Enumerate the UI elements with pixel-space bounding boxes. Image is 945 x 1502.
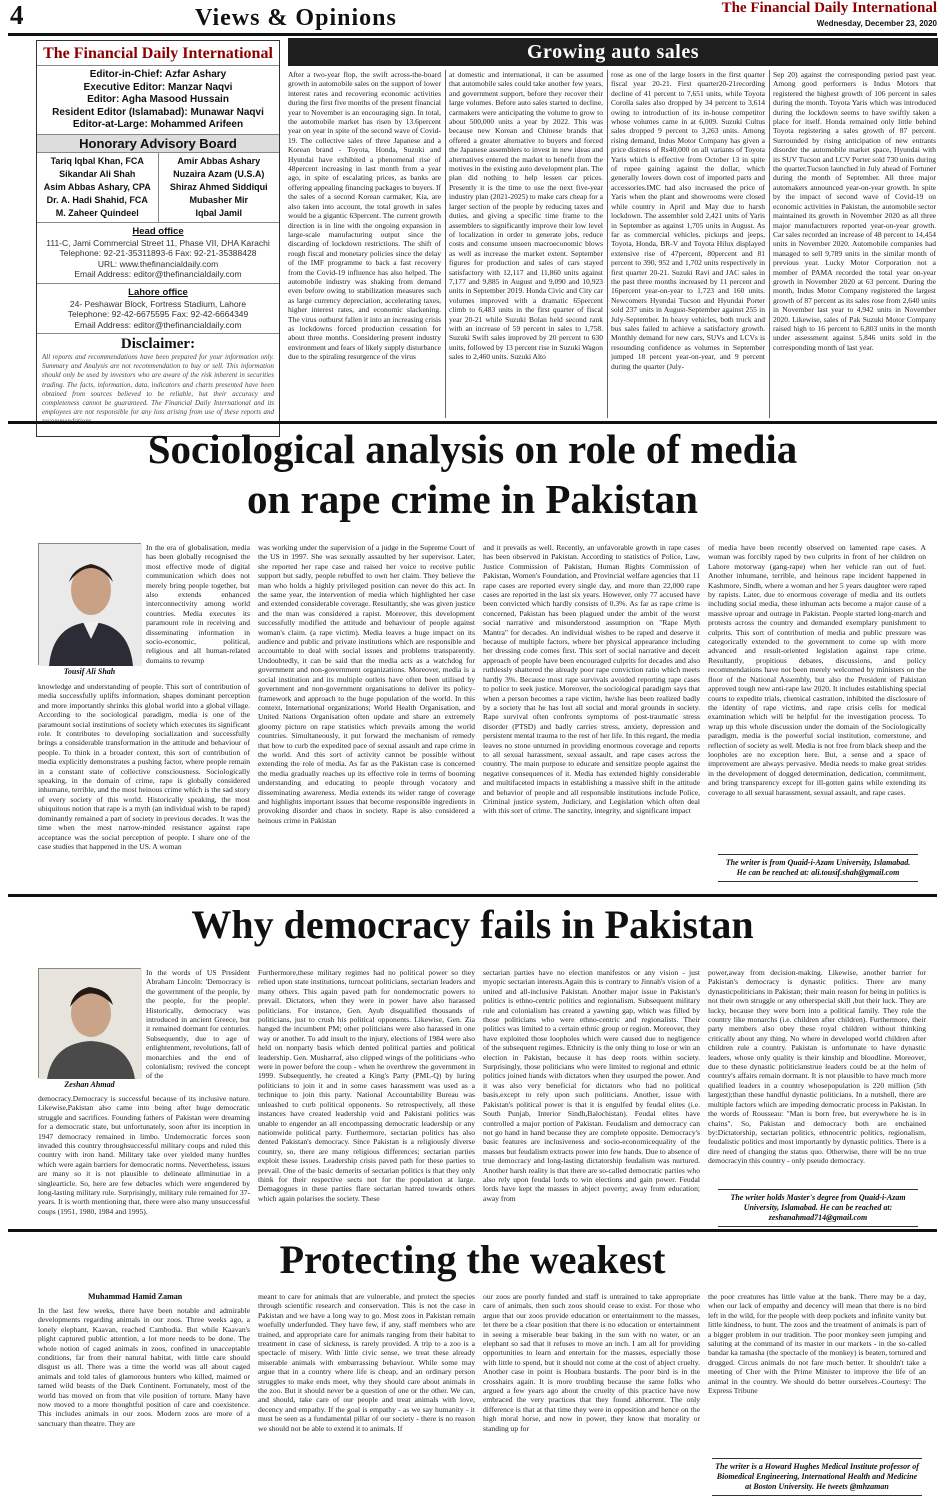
weakest-column-4: the poor creatures has little value at the bank. There may be a day, when our lack of empathy and decency will mean that there is no bird left in the wild, for the people with deep pockets and infinite vanity but little kindness, to hunt. The zoos and the treatment of animals is part of a bigger problem in our tradition. The poor monkey seen jumping and saluting at the command of its master in our markets - in the so-called bandar ka tamasha (the spectacle of the monkey) is beaten, tortured and drugged. Circus animals do not fare much better. It shouldn't take a meeting of Cher with the Prime Minister to improve the life of an animal in the country. We should do better ourselves.-Courtesy: The Express Tribune [708,1292,926,1396]
auto-sales-column-2: at domestic and international, it can be assumed that automobile sales could take another few years, and government support, before they recover their large volumes. Before auto sales started to decline, carmakers were anticipating the volume to grow to about 500,000 units a year by 2022. This was because new Korean and Chinese brands that offered a greater alternative to buyers and forced the Japanese assemblers to invest in new ideas and alternatives entered the market to benefit from the motives in the existing auto development plan. The plan did nothing to help lessen car prices. Presently it is the time to use the next five-year industry plan (2021-2025) to make cars cheap for a larger section of the people by reducing taxes and duties, and giving a specific time frame to the assemblers to significantly improve their low level of localization in order to generate jobs, reduce costs and consume unseen macroeconomic blows as well as increase the market extent. September figures for production and sales of cars stayed satisfactory with 12,117 and 11,860 units against 7,177 and 9,885 in August and 9,090 and 10,923 units in September 2019. Honda Civic and City car volumes improved with a dramatic 65percent climb to 6,483 units in the first quarter of fiscal year 20-21 while Suzuki Bolan held second rank with an increase of 59 percent in sales to 1,758. Suzuki Swift sales improved by 20 percent to 630 units, followed by 13 percent rise in Suzuki Wagon sales to 2,460 units. Suzuki Alto [449,70,603,362]
media-author-note: The writer is from Quaid-i-Azam University, Islamabad. He can be reached at: ali.tousif.shah@gmail.com [718,854,918,882]
auto-sales-column-3: rose as one of the large losers in the first quarter fiscal year 20-21. First quarter20-21recording decline of 41 percent to 7,651 units, while Toyota Corolla sales also dropped by 34 percent to 3,614 owing to introduction of its in-house competitor whose volumes came in at 6,009. Suzuki Cultus sales dropped 9 percent to 3,263 units. Among rising demand, Indus Motor Company has given a price distress of Rs40,000 on all variants of Toyota Yaris which is effective from October 13 in spite of rupee gaining against the dollar, which generally lowers down cost of imported parts and accessories.IMC had also increased the price of Yaris when the plant and showrooms were closed while country in April and May due to harsh lockdown. The assembler sold 2,421 units of Yaris in September as against 1,705 units in August. As far as commercial vehicles, pickups and jeeps, Toyota, Honda, BR-V and Toyota Hilux displayed extensive rise of 47percent, 80percent and 81 percent to 390, 952 and 1,702 units respectively in first quarter 20-21. Suzuki Ravi and JAC sales in the past three months increased by 11 percent and 16percent year-on-year to 1,723 and 160 units. Newcomers Hyundai Tucson and Hyundai Porter sold 237 units in August-September against 255 in July-September. In heavy vehicles, both truck and bus sales failed to achieve a satisfactory growth. Monthly demand for new cars, SUVs and LCVs is resounding confidence as volumes in September jumped 18 percent year-on-year, and 9 percent during the quarter (July- [611,70,765,371]
page-number: 4 [10,0,24,30]
board-member: Sikandar Ali Shah [59,168,136,179]
board-right-column [158,153,280,222]
democracy-column-3: sectarian parties have no election manifestos or any vision - just myopic sectarian interests.Again this is contrary to Jinnah's vision of a united and all-inclusive Pakistan. Another major issue in Pakistan's politics is ethno-centric politics and regionalism. Subsequent military rule and colonialism has created a yawning gap, which was filled by those politicians who were ethno-centric and regionalists. Their politics was limited to a certain ethnic group or region. Moreover, they have exploited those loopholes which were caused due to negligence of the subsequent regimes. Ethnicity is the only thing to lose or win an election in Pakistan, because it has deep roots within society. Surprisingly, those politicians who were limited to regional and ethnic politics joined hands with dictators when they usurped the power. And it was also very beneficial for dictators who had no political basis,except to rely upon such politicians. Another, issue with Pakistan's political power is that it is engulfed by feudal elites (i.e. South Punjab, Interior Sindh,Balochistan). Feudal elites have controlled a major portion of Pakistan. Feudalism and democracy can not go hand in hand because they are complete opposite. Democracy's basic features are inclusiveness and socio-economicequality of the masses but feudalism extracts power into few hands. Due to absence of true democracy and long-lasting dictatorship feudalism was nurtured. Another harsh reality is that there are so-called democratic parties who also rely upon feudal lords to win elections and gain power. Feudal lords have kept the masses in abject poverty; away from education; away from [483,968,700,1203]
lahore-office-address [37,298,279,335]
address-line: Telephone: 92-42-6675595 Fax: 92-42-6664349 [67,309,249,319]
editor-line: Executive Editor: Manzar Naqvi [83,81,233,93]
editor-line: Resident Editor (Islamabad): Munawar Naqvi [52,106,264,118]
header-rule [8,33,937,36]
head-office-title: Head office [132,225,184,237]
media-column-1-intro: In the era of globalisation, media has been globally recognised the most effective mode of digital communication which does not merely bring people together, but also extends enhanced interconnectivity among world countries. Media executes its paramount role in receiving and disseminating information in socio-economic, political, religious and all human-related domains to revamp [146,543,250,665]
board-member: Tariq Iqbal Khan, FCA [50,155,144,166]
advisory-board-grid [37,153,279,223]
weakest-column-1: In the last few weeks, there have been notable and admirable developments regarding animals in our zoos. Three weeks ago, a lonely elephant, Kaavan, reached Cambodia. But while Kaavan's plight captured public attention, a lot more needs to be done. The whole notion of caged animals in zoos, confined in unacceptable conditions, far from their natural habitat, with little care should disgust us all. There was a time the world was all about caged animals and told tales of glamorous hunters who killed, maimed or tamed wild beasts of the Dark Continent. Fortunately, most of the world has moved on from that vile position of torture. Many have now moved to a more thoughtful position of care and coexistence. This includes animals in our zoos. Modern zoos are more of a sanctuary than theatre. They are [38,1306,250,1428]
column-divider [607,70,608,418]
head-office-address [37,237,279,284]
democracy-column-4: power,away from decision-making. Likewise, another barrier for Pakistan's democracy is dynastic politics. There are many dynasticpoliticians in Pakistan; their main reason for being in politics is not their own struggle or any otherspecial skill ,but their luck. They are lucky, because they were born into a political family. They rule the country like monarchs (i.e. children after children). Furthermore, their party members also obey these royal children without thinking critically about any thing. No where in developed world children after children rule a country. Pakistan is unfortunate to have dynastic leaders, whose only quality is their kinship and bloodline. Moreover, due to these dynastic politicianstrue leaders could be at the helm of country's affairs remain dormant. It is not plausible to have much more qualified leaders in a country whosepopulation is 220 million (5th largest);than these handful dynastic politicians. In a nutshell, there are multiple factors which are impeding democratic process in Pakistan. In the words of Rousseau: "Man is born free, but everywhere he is in chains". So, Pakistan and democracy both are enchained by:Dictatorship, sectarian politics, ethnocentric politics, regionalism, feudalistic politics and most importantly by dynastic politics. There is a dire need of changing the status quo. Otherwise, there will be no true democracyin this country - only pseudo democracy. [708,968,926,1166]
board-left-column [37,153,158,222]
masthead-title: The Financial Daily International [37,41,279,66]
board-member: Nuzaira Azam (U.S.A) [173,168,265,179]
board-member: Mubasher Mir [189,194,248,205]
weakest-author-note: The writer is a Howard Hughes Medical Institute professor of Biomedical Engineering, International Health and Medicine at Boston University. He tweets @mhzaman [712,1458,922,1496]
media-title-line-2: on rape crime in Pakistan [247,476,698,522]
address-line: Email Address: editor@thefinancialdaily.com [74,319,242,330]
democracy-author-note: The writer holds Master's degree from Quaid-i-Azam University, Islamabad. He can be reached at: zeshanahmad714@gmail.com [718,1189,918,1227]
weakest-column-3: our zoos are poorly funded and staff is untrained to take appropriate care of animals, then such zoos should cease to exist. For those who argue that our zoos provide education or entertainment to the masses, let there be a clear position that there is no education or entertainment in seeing a miserable bear baking in the sun with no water, or an elephant so sad that it refuses to move an inch. I am all for providing opportunities to learn and entertain for the masses, especially those with little to spend, but it should not come at the cost of abject cruelty. Another case in point is Houbara bustards. The poor bird is in the crosshairs again. It is more troubling because the same folks who argued a few years ago about the cruelty of this practice have now embraced the very practices that they found abhorrent. The only difference is that at that time they were in opposition and hence on the high moral horse, and now in power, they know that morality or standing up for [483,1292,700,1433]
editors-list [37,66,279,134]
author-photo [38,543,141,665]
auto-sales-column-4: Sep 20) against the corresponding period past year. Among good performers is Indus Motors that registered the highest growth of 106 percent in sales during the month. Toyota Yaris which was introduced during the lockdown seems to have swiftly taken a place for itself. Honda remained only little behind Toyota registering a sales growth of 87 percent. Surrounded by rising anticipation of new entrants disorder the automobile market space, Hyundai with its SUV Tucson and LCV Porter sold 730 units during the quarter.Tucson launched in July ahead of Fortuner during the month of September. All three major automakers announced year-on-year growth. In spite by the impact of second wave of Covid-19 on economic activities in Pakistan, the automobile sector maintained its growth in November 2020 as all three major manufacturers reported year-on-year growth. Car sales recorded an increase of 48 percent to 14,454 units in November 2020. Automobile companies had managed to sell 9,789 units in the similar month of previous year. Lucky Motor Corporation not a member of PAMA recorded the total year on-year growth in November 2020 at 63 percent. During the month, Indus Motor Company registered the largest growth of 87 percent as its sales rose from 2,640 units in November last year to 4,942 units in November 2020. Likewise, sales of Pak Suzuki Motor Company raised high to 16 percent to 6,803 units in the month under assessment against 5,846 units sold in the corresponding month of last year. [773,70,936,352]
democracy-column-2: Furthermore,these military regimes had no political power so they relied upon state institutions, turncoat politicians, sectarian leaders and many others. This again paved path for nondemocratic powers to prevail. Dictators, when they were in power have also harassed politicians. For instance, Gen. Ayub disqualified thousands of politicians, just to crush his political opponents. Likewise, Gen. Zia hanged the incumbent PM; other politicians were also harassed in one way or another. To add insult to the injury, elections of 1984 were also held on nonparty basis which dented political parties and political leadership. Gen. Musharraf, also clipped wings of the politicians -who were in power before the coup - when he overthrew the government in 1999. Subsequently, he created a King's Party (PML-Q) by luring politicians to join it and in some cases harassment was used as a technique to join this party. National Accountability Bureau was unleashed to curb political opponents. So retrospectively, all these instances have created leadership void and Pakistani politics was unable to engender an all encompassing democratic leadership or any nationwide political party. Furthermore, sectarian politics has also dented Pakistan's democracy. Since Pakistan is a religiously diverse country, so, there are many religious differences; sectarian parties exploit these issues. Leadership crisis paved path for these parties to prevail. One of the basic demerits of sectarian politics is that they only think for their respective sects not for the population at large. Demagogues in these parties flare sectarian hatred towards others which again polarises the society. These [258,968,475,1203]
author-portrait-icon [39,969,142,1079]
board-member: Shiraz Ahmed Siddiqui [169,181,268,192]
section-title: Views & Opinions [195,5,397,31]
author-portrait-icon [39,544,142,666]
media-article-title [10,424,935,524]
democracy-article-title: Why democracy fails in Pakistan [191,902,754,947]
editor-line: Editor-in-Chief: Azfar Ashary [89,69,227,80]
address-line: URL: www.thefinancialdaily.com [97,258,219,269]
paper-name: The Financial Daily International [721,0,937,16]
media-column-2: was working under the supervision of a judge in the Supreme Court of the US in 1997. She was sexually assaulted by her supervisor. Later, she reported her rape case and raised her voice to receive public support but sadly, people rebuffed to own her claim. They believe the man who holds a highly privileged position can never do this act. In the same year, the intervention of media which highlighted her case and extended considerable coverage. Resultantly, she was given justice and the man was considered a rapist. Moreover, this development successfully modified the attitude and behaviour of people against woman's claim. (a rape victim). Media leaves a huge impact on its audience and public and private institutions which are responsible and accountable to deal with social issues and problems transparently. Undoubtedly, it can be said that the media acts as a watchdog for government and non-government organizations. Moreover, media is a social institution and its multiple outlets have often been utilised by government and non-government organisations to deliver its policy-framework and approach to the huge population of the world. In this context, International organizations; World Health Organisation, and United Nations Organisation often update and share an extremely gloomy picture on rape statistics which prevails among the world countries. Simultaneously, it put forward the mechanism of remedy that how to curb the expedited pace of sexual assault and rape crime in the world. And this sort of activity cannot be possible without extending the role of media. As far as the Pakistan case is concerned the media gradually reaches up its effective role in terms of booming understanding and educating to people through vocatory and disseminating awareness. Media extends its wider range of coverage and highlights important issues that become responsible ingredients in provoking disorder and chaos in society. Rape is also considered a heinous crime in Pakistan [258,543,475,825]
advisory-board-title: Honorary Advisory Board [37,134,279,153]
editor-line: Editor: Agha Masood Hussain [87,94,229,105]
address-line: Email Address: editor@thefinancialdaily.com [74,269,242,279]
disclaimer-title: Disclaimer: [120,336,196,352]
board-member: Dr. A. Hadi Shahid, FCA [46,194,148,205]
board-member: Asim Abbas Ashary, CPA [43,181,151,192]
auto-sales-headline: Growing auto sales [288,38,938,66]
column-divider [445,70,446,418]
democracy-column-1-intro: In the words of US President Abraham Lincoln: 'Democracy is the government of the people, by the people, for the people'. Historically, democracy was introduced in ancient Greece, but it remained dormant for centuries. Subsequently, due to age of enlightenment, revolutions, fall of monarchies and the end of colonialism; revived the concept of the [146,968,250,1081]
media-column-4: of media have been recently observed on lamented rape cases. A woman was forcibly raped by two culprits in front of her children on Lahore motorway (gang-rape) when her vehicle ran out of fuel. Another inhumane, terrible, and heinous rape incident happened in Kashmore, Sindh, where a woman and her 5 years daughter were raped by rapists. Later, due to enormous coverage of media and its outlets including social media, these inhuman acts become a major cause of a massive uproar and outrage in Pakistan. People started long-march and protests across the country and demanded exemplary punishment to culprits. This sort of contribution of media and public pressure was categorically extended to the government to come up with more advanced and result-oriented legislation against rape crime. Resultantly, propitious debates, discussions, and policy recommendations have not been merely welcomed by ministers on the floor of the National Assembly, but also the President of Pakistan approved tough new anti-rape law 2020. It includes establishing special courts to expedite trials, chemical castration, inhibited the disclosure of the identity of rape victims, and rape crisis cells for medical examination which will be helpful for the investigation process. To wrap up this whole discussion under the domain of the Sociologically paradigm, media is the powerful social institution, cornerstone, and reflection of society as well. Media is not free from black sheep and the loopholes are no exception here. But, a sense and a space of improvement are always pervasive. Media needs to make great strides in the development of dogged determination, dedication, commitment, and bring transparency except for ill-gotten gains while extending its coverage to all sexual harassment, sexual assault, and rape cases. [708,543,926,797]
masthead-box [36,40,280,437]
democracy-column-1: democracy.Democracy is successful because of its inclusive nature. Likewise,Pakistan also came into being after huge democratic struggle and sacrifices. Founding fathers of Pakistan were dreaming for a democratic state, but unfortunately, soon after its inception in 1947 democracy remained in limbo. Undemocratic forces soon invaded this country throughsuccessful military coups and ruled this country with iron hand. Military take over yielded many hurdles which were again barriers for democratic norms. Nevertheless, issues are many so it is not plausible to delineate allminutiae in a singlearticle. So, here are few debacles which were engendered by long-lasting military rule. Surprisingly, military rule remained for 37-years. It is worth mentioning that, there were also many unsuccessful coups (1951, 1980, 1984 and 1995). [38,1094,250,1216]
editor-line: Editor-at-Large: Mohammed Arifeen [72,119,244,130]
column-divider [769,70,770,418]
media-title-line-1: Sociological analysis on role of media [147,426,798,472]
author-caption: Tousif Ali Shah [63,667,116,676]
issue-date: Wednesday, December 23, 2020 [816,19,937,28]
address-line: 111-C, Jami Commercial Street 11, Phase VII, DHA Karachi [46,237,270,248]
board-member: M. Zaheer Quindeel [55,207,139,218]
auto-sales-column-1: After a two-year flop, the swift across-the-board growth in automobile sales on the support of lower interest rates and recovering economic activities during the first five months of the present financial year to November is an encouraging sign. In total, the automobile market has risen by 13.6percent year on year in spite of the second wave of Covid-19. The collective sales of three Japanese and a Korean brand - Toyota, Honda, Suzuki and Hyundai have exhibited a phenomenal rise of 48percent increasing in last month from a year ago, in spite of escalating prices, as banks are offering appealing financing packages to buyers. If the sales of a second Korean carmaker, Kia, are also taken into account, the total growth in sales would be a gigantic 63percent. The current growth direction is in line with the ongoing expansion in large-scale manufacturing output since the discarding of lockdown restrictions. The shift of rough fiscal and monetary policies since the delay of the IMF programme to back a fast recovery from the Covid-19 influence has also helped. The automobile industry was shaking from demand even before owing to stabilization measures such as large currency depreciation, accelerating taxes, higher interest rates, and economic slackening. The virus outburst fallen it into an increasing crisis as lockdowns forced production cessation for about three months. Considering present industry environment and fears of likely supply disturbance due to the spiraling resurgence of the virus [288,70,441,362]
media-column-3: and it prevails as well. Recently, an unfavorable growth in rape cases has been observed in Pakistan. According to statistics of Police, Law, Justice Commission of Pakistan, Human Rights Commission of Pakistan, Women's Foundation, and Provincial welfare agencies that 11 rape cases are reported every single day, and more than 22,000 rape cases are reported in the last six years. However, only 77 accused have been convicted which hardly consists of 0.3%. As far as rape crime is concerned, Pakistan has been plagued under the ambit of the worst social narrative and misunderstood assumption on "Rape Myth Mantra" for decades. An individual wishes to be raped and deserve it because of multiple factors, where her physical appearance including her dressing code comes first. This sort of social narrative and deceit approach of people have been encouraged culprits for decades and also ruthlessly shattered the already poor rape conviction ratio which meets hardly 3%. Because most rape survivals avoided reporting rape cases to police to seek justice. Moreover, the sociological paradigm says that when a person becomes a rape victim, he/she has been realized badly by a society that he has lost all social and moral grounds in society. Rape survival often confronts symptoms of post-traumatic stress disorder (PTSD) and badly carries stress, anxiety, depression and persistent mental trauma to the rest of her life. In this regard, the media leaves no stone unturned in providing enormous coverage and reports to all sexual harassment, sexual assault, and rape cases across the country. The main purpose to educate and sensitize people against the negative consequences of it. Media has extended highly considerable and multifaceted impacts in establishing a massive shift in the attitude and behavior of people and all responsible institutions include Police, Criminal justice system, Judiciary, and Legislation which often deal with this sort of crime. The sanctity, integrity, and significant impact [483,543,700,816]
board-member: Amir Abbas Ashary [177,155,261,166]
weakest-column-2: meant to care for animals that are vulnerable, and protect the species through scientific research and conservation. This is not the case in Pakistan and we have a long way to go. Most zoos in Pakistan remain woefully underfunded. They have few, if any, staff members who are trained, and appropriate care for animals ranging from their habitat to treatment in case of sickness, is rarely provided. A trip to a zoo is a spectacle of misery. With little civic sense, we treat these already miserable animals with embarrassing behaviour. While some may argue that in a country where life is cheap, and an ordinary person struggles to make ends meet, why they should care about animals in the zoo. But it should never be a question of one or the other. We can, and should, take care of our people and treat animals with love, decency and empathy. If the goal is empathy - as we say humanity - it must be seen as a fundamental pillar of our society - there is no reason we should not be able to extend it to animals. If [258,1292,475,1433]
author-caption: Zeshan Ahmad [64,1080,115,1089]
weakest-article-title: Protecting the weakest [279,1237,666,1282]
board-member: Iqbal Jamil [195,207,243,218]
weakest-byline: Muhammad Hamid Zaman [88,1292,183,1301]
address-line: 24- Peshawar Block, Fortress Stadium, Lahore [69,298,247,309]
author-photo [38,968,141,1078]
media-column-1: knowledge and understanding of people. This sort of contribution of media successfully uplifts information, shapes dominant perception and more importantly shrinks this global world into a global village. According to the sociological paradigm, media is one of the paramount social institutions of society which executes its significant role. It contributes to developing socialization and successfully brings a considerable transformation in the attitude and behaviour of people. To think in a broader context, this sort of contribution of media explicitly demonstrates a pushing factor, where people remain in a constant state of collective consciousness. Sociologically speaking, in the domain of crime, rape is globally considered inhumane, terrible, and the most heinous crime which is the sad story of every society of this world. Historically speaking, the most ubiquitous notion that rape is a myth (an individual wish to be raped) dominantly remained a part of society in previous decades. It was the time when the most narrow-minded resistance against rape acceptance was the social perception of people. I share one of the case studies that happened in the US. A woman [38,682,250,851]
address-line: Telephone: 92-21-35311893-6 Fax: 92-21-35388428 [59,248,257,258]
lahore-office-title: Lahore office [128,286,188,298]
disclaimer-text: All reports and recommendations have been prepared for your information only. Summary and Analysis are not recommendation to buy or sell. This information should only be used by investors who are aware of the risk inherent in securities trading. The facts, information, data, indicators and charts presented have been obtained from sources believed to be reliable, but their accuracy and completeness cannot be guaranteed. The Financial Daily International and its employees are not responsible for any loss arising from use of these reports and [42,353,274,417]
